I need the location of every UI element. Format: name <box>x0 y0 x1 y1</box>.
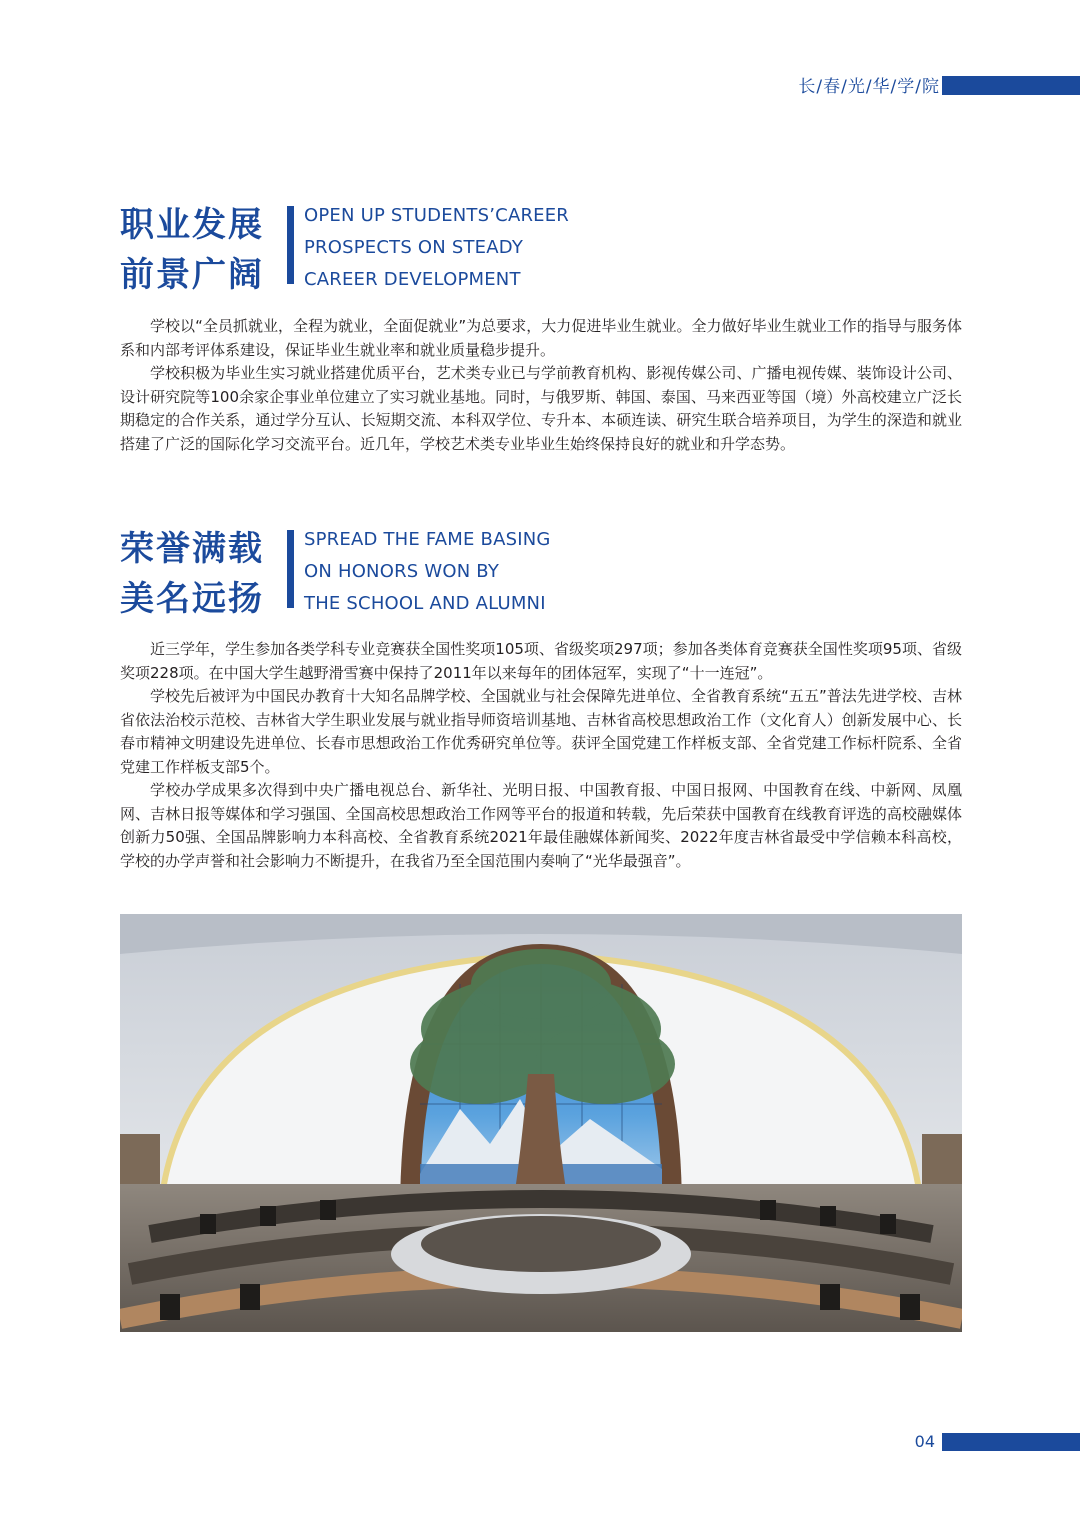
paragraph: 学校以“全员抓就业，全程为就业，全面促就业”为总要求，大力促进毕业生就业。全力做好毕业生就业工作的指导与服务体系和内部考评体系建设，保证毕业生就业率和就业质量稳步提升。 <box>120 317 962 359</box>
section-title-cn <box>120 524 280 624</box>
section-body-career <box>120 315 962 456</box>
school-name-header: 长/春/光/华/学/院 <box>798 77 940 97</box>
section-title-cn-line2: 前景广阔 <box>120 255 264 295</box>
title-divider-bar <box>287 530 294 608</box>
section-title-en-line2: ON HONORS WON BY <box>304 561 500 582</box>
section-title-en-line2: PROSPECTS ON STEADY <box>304 237 524 258</box>
auditorium-illustration <box>120 914 962 1332</box>
section-title-cn-line1: 荣誉满载 <box>120 529 264 569</box>
paragraph: 学校先后被评为中国民办教育十大知名品牌学校、全国就业与社会保障先进单位、全省教育系统“五五”普法先进学校、吉林省依法治校示范校、吉林省大学生职业发展与就业指导师资培训基地、吉林省高校思想政治工作（文化育人）创新发展中心、长春市精神文明建设先进单位、长春市思想政治工作优秀研究单位等。获评全国党建工作样板支部、全省党建工作标杆院系、全省党建工作样板支部5个。 <box>120 687 962 776</box>
paragraph: 学校积极为毕业生实习就业搭建优质平台，艺术类专业已与学前教育机构、影视传媒公司、广播电视传媒、装饰设计公司、设计研究院等100余家企事业单位建立了实习就业基地。同时，与俄罗斯、韩国、泰国、马来西亚等国（境）外高校建立广泛长期稳定的合作关系，通过学分互认、长短期交流、本科双学位、专升本、本硕连读、研究生联合培养项目，为学生的深造和就业搭建了广泛的国际化学习交流平台。近几年，学校艺术类专业毕业生始终保持良好的就业和升学态势。 <box>120 364 962 453</box>
footer-accent-bar <box>942 1433 1080 1451</box>
title-divider-bar <box>287 206 294 284</box>
auditorium-photo <box>120 914 962 1332</box>
paragraph: 学校办学成果多次得到中央广播电视总台、新华社、光明日报、中国教育报、中国日报网、中国教育在线、中新网、凤凰网、吉林日报等媒体和学习强国、全国高校思想政治工作网等平台的报道和转载，先后荣获中国教育在线教育评选的高校融媒体创新力50强、全国品牌影响力本科高校、全省教育系统2021年最佳融媒体新闻奖、2022年度吉林省最受中学信赖本科高校，学校的办学声誉和社会影响力不断提升，在我省乃至全国范围内奏响了“光华最强音”。 <box>120 781 962 870</box>
section-title-en-line1: OPEN UP STUDENTS’CAREER <box>304 205 570 226</box>
section-title-en <box>304 524 604 620</box>
section-title-en-line3: CAREER DEVELOPMENT <box>304 269 521 290</box>
paragraph: 近三学年，学生参加各类学科专业竞赛获全国性奖项105项、省级奖项297项；参加各类体育竞赛获全国性奖项95项、省级奖项228项。在中国大学生越野滑雪赛中保持了2011年以来每年的团体冠军，实现了“十一连冠”。 <box>120 640 962 682</box>
header-accent-bar <box>942 76 1080 95</box>
section-body-honors <box>120 638 962 873</box>
section-title-cn <box>120 200 280 300</box>
section-title-en-line3: THE SCHOOL AND ALUMNI <box>304 593 546 614</box>
section-title-en <box>304 200 604 296</box>
page-number: 04 <box>914 1432 935 1451</box>
section-title-en-line1: SPREAD THE FAME BASING <box>304 529 551 550</box>
section-title-cn-line1: 职业发展 <box>120 205 264 245</box>
section-title-cn-line2: 美名远扬 <box>120 579 264 619</box>
